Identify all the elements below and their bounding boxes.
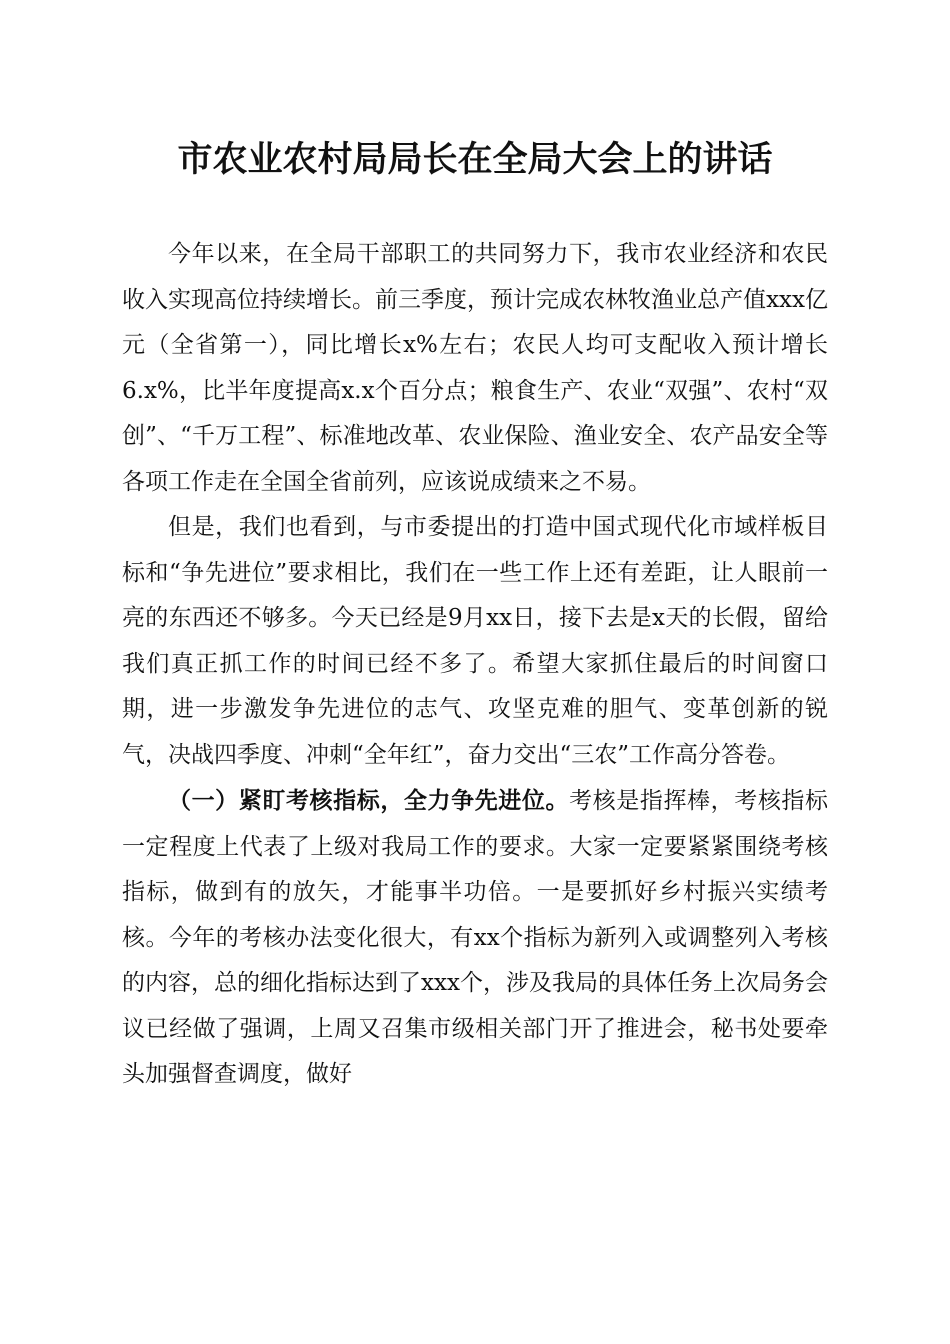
paragraph [122,778,828,1098]
paragraph-text: 今年以来，在全局干部职工的共同努力下，我市农业经济和农民收入实现高位持续增长。前三季度，预计完成农林牧渔业总产值xxx亿元（全省第一），同比增长x%左右；农民人均可支配收入预计增长6.x%，比半年度提高x.x个百分点；粮食生产、农业“双强”、农村“双创”、“千万工程”、标准地改革、农业保险、渔业安全、农产品安全等各项工作走在全国全省前列，应该说成绩来之不易。 [122,241,828,495]
document-title: 市农业农村局局长在全局大会上的讲话 [177,139,773,180]
paragraph [122,505,828,778]
paragraph-text: 考核是指挥棒，考核指标一定程度上代表了上级对我局工作的要求。大家一定要紧紧围绕考核指标，做到有的放矢，才能事半功倍。一是要抓好乡村振兴实绩考核。今年的考核办法变化很大，有xx个指标为新列入或调整列入考核的内容，总的细化指标达到了xxx个，涉及我局的具体任务上次局务会议已经做了强调，上周又召集市级相关部门开了推进会，秘书处要牵头加强督查调度，做好 [122,788,829,1087]
paragraph-text: 但是，我们也看到，与市委提出的打造中国式现代化市域样板目标和“争先进位”要求相比，我们在一些工作上还有差距，让人眼前一亮的东西还不够多。今天已经是9月xx日，接下去是x天的长假，留给我们真正抓工作的时间已经不多了。希望大家抓住最后的时间窗口期，进一步激发争先进位的志气、攻坚克难的胆气、变革创新的锐气，决战四季度、冲刺“全年红”，奋力交出“三农”工作高分答卷。 [122,514,828,768]
document-body [122,232,828,1098]
section-heading: （一）紧盯考核指标，全力争先进位。 [168,787,570,814]
paragraph [122,232,828,505]
